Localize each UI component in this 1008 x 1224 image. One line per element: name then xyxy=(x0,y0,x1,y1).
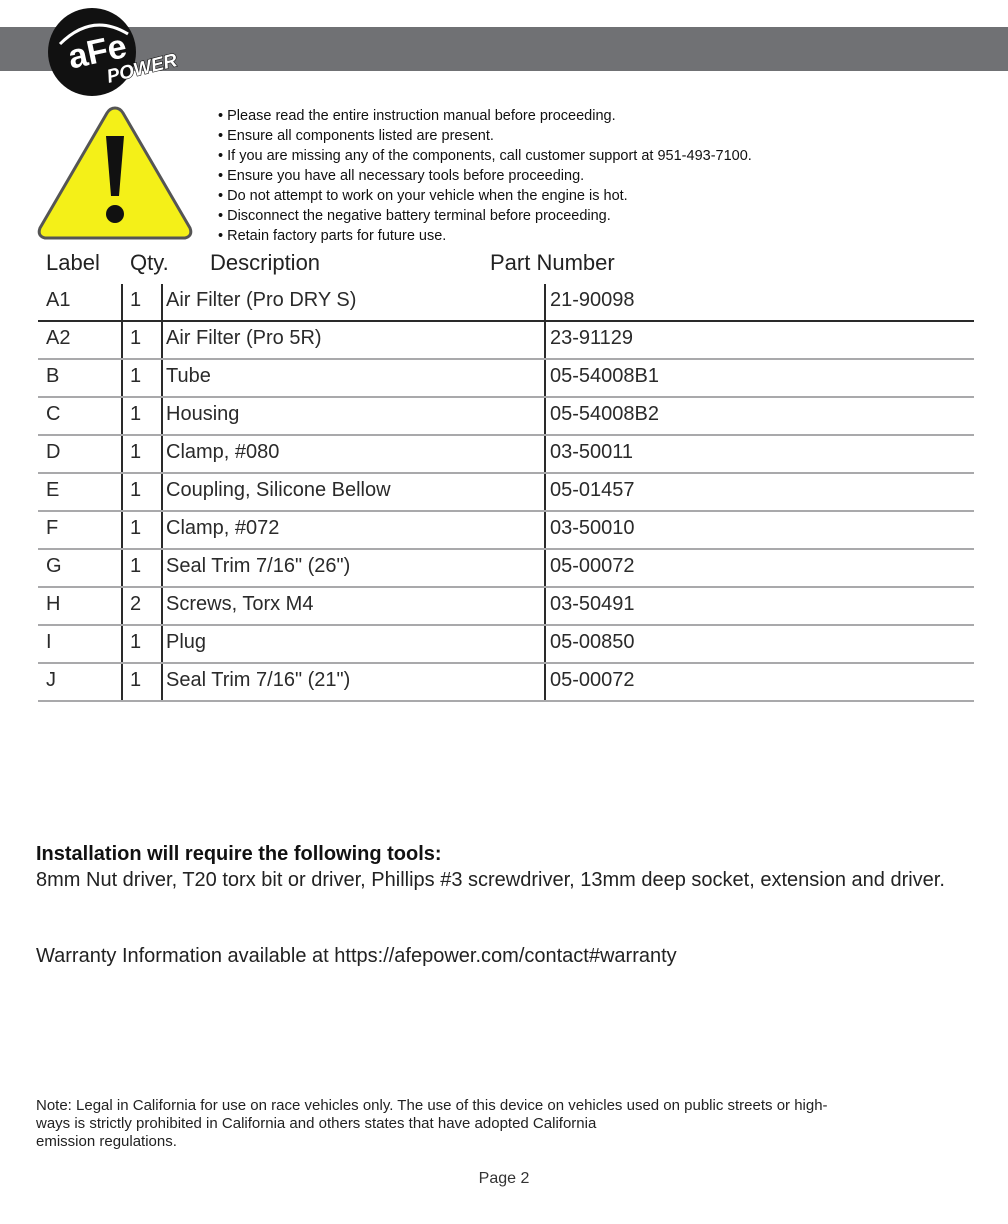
cell-part-number: 05-54008B2 xyxy=(550,403,659,425)
table-row xyxy=(38,474,974,512)
column-divider xyxy=(161,436,163,472)
cell-label: H xyxy=(46,593,61,615)
table-row xyxy=(38,512,974,550)
table-row xyxy=(38,588,974,626)
cell-part-number: 21-90098 xyxy=(550,289,635,311)
column-divider xyxy=(544,474,546,510)
cell-label: F xyxy=(46,517,59,539)
cell-description: Seal Trim 7/16" (26") xyxy=(166,555,351,577)
page-number: Page 2 xyxy=(478,1170,530,1187)
cell-qty: 1 xyxy=(130,631,142,653)
table-row xyxy=(38,322,974,360)
cell-part-number: 05-01457 xyxy=(550,479,635,501)
column-divider xyxy=(121,512,123,548)
legal-note xyxy=(36,1097,976,1151)
column-divider xyxy=(121,398,123,434)
warning-item: • Disconnect the negative battery terminal before proceeding. xyxy=(218,206,752,226)
logo-main-text: aFe xyxy=(64,27,130,77)
table-row xyxy=(38,664,974,702)
column-divider xyxy=(544,626,546,662)
column-divider xyxy=(121,322,123,358)
cell-part-number: 03-50010 xyxy=(550,517,635,539)
logo-sub-text: POWER xyxy=(104,50,180,88)
table-row xyxy=(38,550,974,588)
warning-item: • Retain factory parts for future use. xyxy=(218,226,752,246)
column-divider xyxy=(121,626,123,662)
table-row xyxy=(38,284,974,322)
cell-label: G xyxy=(46,555,62,577)
cell-part-number: 05-00850 xyxy=(550,631,635,653)
exclamation-dot xyxy=(106,205,124,223)
cell-part-number: 23-91129 xyxy=(550,327,634,349)
cell-part-number: 05-54008B1 xyxy=(550,365,659,387)
column-divider xyxy=(161,360,163,396)
column-divider xyxy=(161,474,163,510)
cell-description: Clamp, #072 xyxy=(166,517,280,539)
column-divider xyxy=(161,550,163,586)
cell-part-number: 05-00072 xyxy=(550,669,635,691)
cell-description: Plug xyxy=(166,631,207,653)
cell-part-number: 03-50491 xyxy=(550,593,635,615)
header-part-number: Part Number xyxy=(490,250,615,275)
column-divider xyxy=(121,550,123,586)
cell-description: Screws, Torx M4 xyxy=(166,593,314,615)
tools-title: Installation will require the following tools: xyxy=(36,843,442,865)
table-row xyxy=(38,398,974,436)
header-qty: Qty. xyxy=(130,250,169,275)
column-divider xyxy=(161,512,163,548)
column-divider xyxy=(544,588,546,624)
cell-part-number: 05-00072 xyxy=(550,555,635,577)
cell-qty: 1 xyxy=(130,289,142,311)
column-divider xyxy=(544,322,546,358)
header-description: Description xyxy=(210,250,321,275)
warning-item: • Ensure all components listed are present. xyxy=(218,126,752,146)
note-line: emission regulations. xyxy=(36,1133,177,1150)
column-divider xyxy=(544,550,546,586)
parts-table xyxy=(38,284,974,702)
cell-part-number: 03-50011 xyxy=(550,441,634,463)
cell-label: B xyxy=(46,365,60,387)
column-divider xyxy=(544,664,546,700)
cell-label: J xyxy=(46,669,56,691)
table-row xyxy=(38,626,974,664)
cell-label: C xyxy=(46,403,61,425)
column-divider xyxy=(121,588,123,624)
cell-description: Housing xyxy=(166,403,240,425)
cell-label: D xyxy=(46,441,61,463)
cell-qty: 2 xyxy=(130,593,142,615)
column-divider xyxy=(544,360,546,396)
column-divider xyxy=(121,360,123,396)
warning-item: • If you are missing any of the components, call customer support at 951-493-7100. xyxy=(218,146,752,166)
afe-power-logo xyxy=(44,4,204,100)
cell-qty: 1 xyxy=(130,441,142,463)
column-divider xyxy=(544,512,546,548)
column-divider xyxy=(161,284,163,320)
tools-text: 8mm Nut driver, T20 torx bit or driver, Phillips #3 screwdriver, 13mm deep socket, extension and driver. xyxy=(36,869,945,891)
cell-description: Coupling, Silicone Bellow xyxy=(166,479,391,501)
warning-item: • Do not attempt to work on your vehicle when the engine is hot. xyxy=(218,186,752,206)
warning-triangle-icon xyxy=(36,104,194,242)
cell-qty: 1 xyxy=(130,479,142,501)
column-divider xyxy=(161,322,163,358)
cell-description: Seal Trim 7/16" (21") xyxy=(166,669,351,691)
column-divider xyxy=(161,398,163,434)
cell-label: A1 xyxy=(46,289,71,311)
table-row xyxy=(38,436,974,474)
cell-qty: 1 xyxy=(130,555,142,577)
warning-item: • Ensure you have all necessary tools before proceeding. xyxy=(218,166,752,186)
cell-qty: 1 xyxy=(130,517,142,539)
column-divider xyxy=(161,626,163,662)
cell-description: Clamp, #080 xyxy=(166,441,280,463)
cell-description: Air Filter (Pro 5R) xyxy=(166,327,322,349)
warning-list xyxy=(218,106,752,246)
column-divider xyxy=(544,284,546,320)
cell-label: E xyxy=(46,479,60,501)
column-divider xyxy=(121,474,123,510)
column-divider xyxy=(544,436,546,472)
column-divider xyxy=(544,398,546,434)
table-row xyxy=(38,360,974,398)
cell-description: Air Filter (Pro DRY S) xyxy=(166,289,357,311)
column-divider xyxy=(161,588,163,624)
column-divider xyxy=(121,284,123,320)
cell-label: A2 xyxy=(46,327,71,349)
note-line: ways is strictly prohibited in California and others states that have adopted California xyxy=(36,1115,597,1132)
cell-qty: 1 xyxy=(130,365,142,387)
cell-qty: 1 xyxy=(130,327,142,349)
header-label: Label xyxy=(46,250,100,275)
column-divider xyxy=(121,664,123,700)
cell-description: Tube xyxy=(166,365,211,387)
warning-item: • Please read the entire instruction manual before proceeding. xyxy=(218,106,752,126)
cell-qty: 1 xyxy=(130,669,142,691)
cell-qty: 1 xyxy=(130,403,142,425)
column-divider xyxy=(121,436,123,472)
parts-table-header xyxy=(0,250,1008,280)
warranty-text: Warranty Information available at https://afepower.com/contact#warranty xyxy=(36,945,677,967)
column-divider xyxy=(161,664,163,700)
cell-label: I xyxy=(46,631,52,653)
note-line: Note: Legal in California for use on race vehicles only. The use of this device on vehicles used on public streets or high- xyxy=(36,1097,828,1114)
